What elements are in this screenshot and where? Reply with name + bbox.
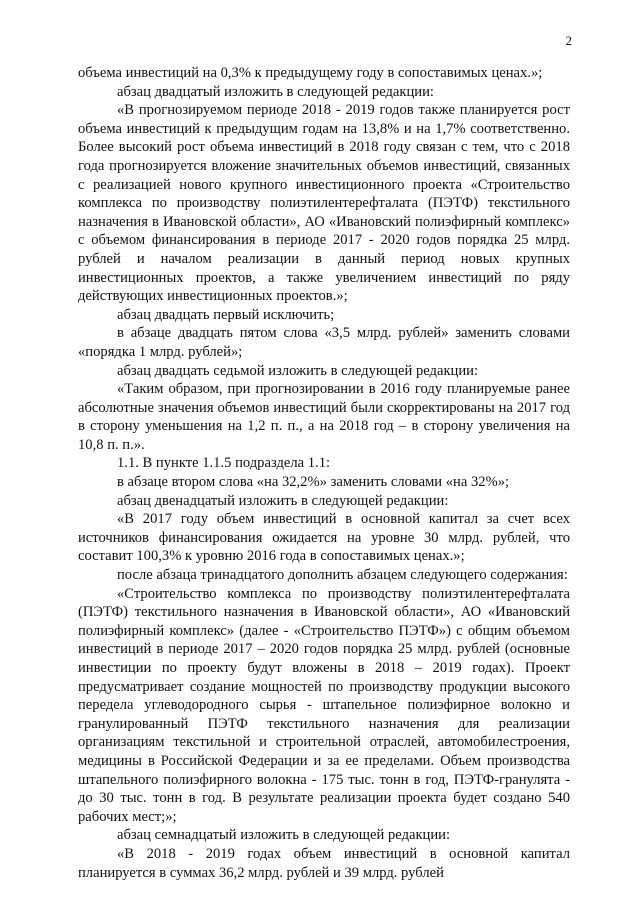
paragraph-3: «В прогнозируемом периоде 2018 - 2019 годов также планируется рост объема инвестиций к предыдущим годам на 13,8% и на 1,7% соответственно. Более высокий рост объема инвестиций в 2018 году связан с тем, что с 2018 года прогнозируется вложение значительных объемов инвестиций, связанных с реализацией нового крупного инвестиционного проекта «Строительство комплекса по производству полиэтилентерефталата (ПЭТФ) текстильного назначения в Ивановской области», АО «Ивановский полиэфирный комплекс» с объемом финансирования в периоде 2017 - 2020 годов порядка 25 млрд. рублей и началом реализации в данный период новых крупных инвестиционных проектов, а также увеличением инвестиций по ряду действующих инвестиционных проектов.»; <box>78 102 570 305</box>
page-number: 2 <box>565 33 572 48</box>
paragraph-4: абзац двадцать первый исключить; <box>117 306 335 323</box>
paragraph-13: «Строительство комплекса по производству полиэтилентерефталата (ПЭТФ) текстильного назначения в Ивановской области», АО «Ивановский полиэфирный комплекс» (далее - «Строительство ПЭТФ») с общим объемом инвестиций в периоде 2017 – 2020 годов порядка 25 млрд. рублей (основные инвестиции по проекту будут вложены в 2018 – 2019 годах). Проект предусматривает создание мощностей по производству продукции высокого передела углеводородного сырья - штапельное полиэфирное волокно и гранулированный ПЭТФ текстильного назначения для реализации организациям текстильной и строительной отраслей, автомобилестроения, медицины в Российской Федерации и за ее пределами. Объем производства штапельного полиэфирного волокна - 175 тыс. тонн в год, ПЭТФ-гранулята - до 30 тыс. тонн в год. В результате реализации проекта будет создано 540 рабочих мест;»; <box>78 585 570 825</box>
paragraph-1: объема инвестиций на 0,3% к предыдущему году в сопоставимых ценах.»; <box>78 65 543 81</box>
paragraph-5: в абзаце двадцать пятом слова «3,5 млрд. рублей» заменить словами «порядка 1 млрд. рублей»; <box>78 325 570 360</box>
paragraph-15: «В 2018 - 2019 годах объем инвестиций в основной капитал планируется в суммах 36,2 млрд. рублей и 39 млрд. рублей <box>78 845 570 881</box>
paragraph-2: абзац двадцатый изложить в следующей редакции: <box>117 83 434 100</box>
paragraph-12: после абзаца тринадцатого дополнить абзацем следующего содержания: <box>117 567 568 584</box>
paragraph-11: «В 2017 году объем инвестиций в основной капитал за счет всех источников финансирования ожидается на уровне 30 млрд. рублей, что составит 100,3% к уровню 2016 года в сопоставимых ценах.»; <box>78 511 570 565</box>
paragraph-8: 1.1. В пункте 1.1.5 подраздела 1.1: <box>117 455 331 472</box>
paragraph-14: абзац семнадцатый изложить в следующей редакции: <box>117 827 451 844</box>
paragraph-10: абзац двенадцатый изложить в следующей редакции: <box>117 492 449 509</box>
paragraph-6: абзац двадцать седьмой изложить в следующей редакции: <box>117 362 479 379</box>
paragraph-9: в абзаце втором слова «на 32,2%» заменить словами «на 32%»; <box>117 474 510 491</box>
document-body <box>78 64 570 882</box>
paragraph-7: «Таким образом, при прогнозировании в 2016 году планируемые ранее абсолютные значения объемов инвестиций были скорректированы на 2017 год в сторону уменьшения на 1,2 п. п., а на 2018 год – в сторону увеличения на 10,8 п. п.». <box>78 381 570 453</box>
